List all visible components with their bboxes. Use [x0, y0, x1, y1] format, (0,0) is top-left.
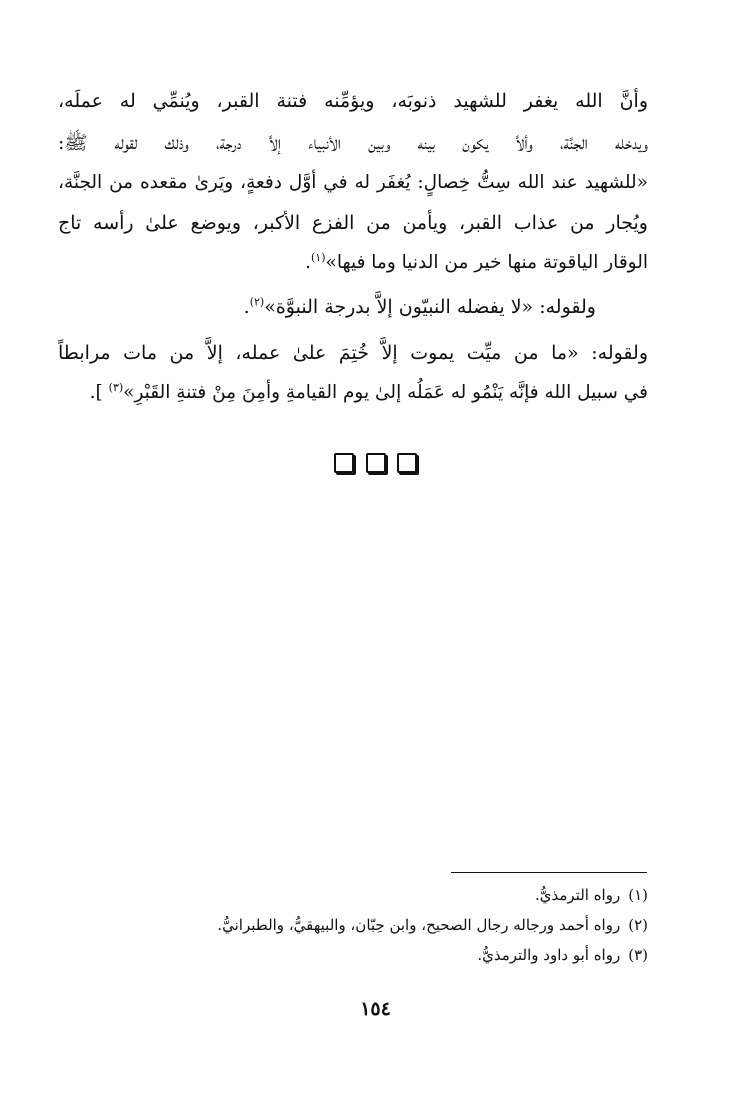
quote-text: ولقوله: «لا يفضله النبيّون إلاَّ بدرجة النبوَّة»: [264, 296, 596, 318]
quote-text: الوقار الياقوتة منها خير من الدنيا وما فيها»: [325, 252, 648, 273]
footnotes: [58, 880, 648, 970]
footnote-text: رواه أبو داود والترمذيُّ.: [477, 946, 621, 964]
footnote: [58, 880, 648, 910]
body-line: «للشهيد عند الله سِتُّ خِصالٍ: يُغفَر له في أوَّل دفعةٍ، ويَرىٰ مقعده من الجنَّة،: [58, 172, 648, 193]
footnote-marker: (٢): [249, 295, 265, 309]
body-line: [58, 288, 648, 326]
footnote-text: رواه الترمذيُّ.: [534, 886, 621, 904]
body-line: ويدخله الجنَّة، وألاَّ يكون بينه وبين الأنبياء إلاَّ درجة، وذلك لقوله ﷺ:: [58, 132, 648, 154]
body-line: ويُجار من عذاب القبر، ويأمن من الفزع الأكبر، ويوضع علىٰ رأسه تاج: [58, 212, 648, 234]
body-line: وأنَّ الله يغفر للشهيد ذنوبَه، ويؤمِّنه فتنة القبر، ويُنمِّي له عملَه،: [58, 90, 648, 112]
footnote-marker: (٣): [108, 380, 124, 394]
body-line: [58, 374, 648, 412]
square-icon: [334, 453, 354, 473]
footnote-number: (١): [628, 886, 648, 904]
footnote-number: (٢): [628, 916, 648, 934]
page-number: ١٥٤: [360, 998, 391, 1020]
line-end: ].: [89, 382, 109, 403]
line-end: .: [305, 252, 311, 273]
line-end: .: [243, 296, 250, 318]
footnote: [58, 940, 648, 970]
quote-text: في سبيل الله فإنَّه يَنْمُو له عَمَلُه إلىٰ يوم القيامةِ وأمِنَ مِنْ فتنةِ القَبْرِ»: [123, 382, 648, 403]
footnote: [58, 910, 648, 940]
footnote-number: (٣): [628, 946, 648, 964]
section-divider: [0, 452, 751, 473]
body-line: ولقوله: «ما من ميِّت يموت إلاَّ خُتِمَ علىٰ عمله، إلاَّ من مات مرابطاً: [58, 342, 648, 364]
footnote-text: رواه أحمد ورجاله رجال الصحيح، وابن حِبّان، والبيهقيُّ، والطبرانيُّ.: [217, 916, 621, 934]
body-line: [58, 244, 648, 282]
footnote-separator: [451, 872, 647, 873]
footnote-marker: (١): [310, 250, 326, 264]
square-icon: [366, 453, 386, 473]
square-icon: [397, 453, 417, 473]
